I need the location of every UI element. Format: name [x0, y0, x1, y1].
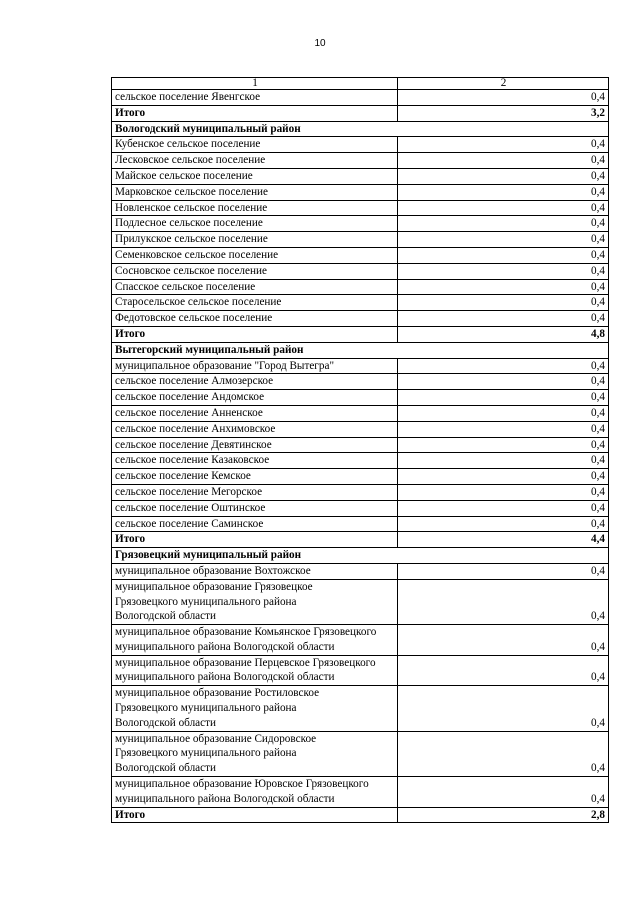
table-row: [112, 374, 609, 390]
table-row: [112, 358, 609, 374]
column-header-1: 1: [112, 78, 398, 90]
table-row: [112, 90, 609, 106]
table-row: [112, 437, 609, 453]
total-row: [112, 532, 609, 548]
settlement-name-line: муниципальное образование Перцевское Грязовецкого: [115, 656, 376, 669]
settlement-name: Подлесное сельское поселение: [112, 216, 398, 232]
settlement-name: сельское поселение Кемское: [112, 469, 398, 485]
row-value: 0,4: [398, 374, 609, 390]
table-row: [112, 295, 609, 311]
row-value: 0,4: [398, 453, 609, 469]
settlement-name-line: муниципальное образование Юровское Грязовецкого: [115, 778, 369, 791]
settlement-name-line: муниципального района Вологодской области: [115, 640, 335, 653]
table-row: [112, 390, 609, 406]
row-value: 0,4: [398, 153, 609, 169]
table-row: [112, 500, 609, 516]
settlement-name: сельское поселение Андомское: [112, 390, 398, 406]
total-value: 3,2: [398, 105, 609, 121]
settlement-name: Прилукское сельское поселение: [112, 232, 398, 248]
section-header-row: [112, 548, 609, 564]
row-value: 0,4: [398, 421, 609, 437]
settlement-name: сельское поселение Анненское: [112, 405, 398, 421]
row-value: 0,4: [398, 484, 609, 500]
table-row: [112, 655, 609, 686]
row-value: 0,4: [398, 516, 609, 532]
row-value: 0,4: [398, 216, 609, 232]
settlement-name-line: Грязовецкого муниципального района: [115, 595, 297, 608]
settlement-name: [112, 625, 398, 656]
column-header-2: 2: [398, 78, 609, 90]
total-row: [112, 326, 609, 342]
row-value: 0,4: [398, 390, 609, 406]
settlement-name: Кубенское сельское поселение: [112, 137, 398, 153]
row-value: 0,4: [398, 579, 609, 624]
table-row: [112, 777, 609, 808]
row-value: 0,4: [398, 777, 609, 808]
table-row: [112, 563, 609, 579]
settlement-name-line: Вологодской области: [115, 762, 216, 775]
table-row: [112, 731, 609, 776]
settlement-name: сельское поселение Оштинское: [112, 500, 398, 516]
settlement-name: сельское поселение Казаковское: [112, 453, 398, 469]
row-value: 0,4: [398, 168, 609, 184]
table-row: [112, 453, 609, 469]
row-value: 0,4: [398, 232, 609, 248]
settlement-name: сельское поселение Мегорское: [112, 484, 398, 500]
row-value: 0,4: [398, 279, 609, 295]
row-value: 0,4: [398, 358, 609, 374]
settlement-name-line: муниципальное образование Комьянское Грязовецкого: [115, 626, 377, 639]
row-value: 0,4: [398, 469, 609, 485]
row-value: 0,4: [398, 200, 609, 216]
settlement-name: Марковское сельское поселение: [112, 184, 398, 200]
table-row: [112, 625, 609, 656]
table-row: [112, 232, 609, 248]
table-row: [112, 200, 609, 216]
settlement-name-line: муниципального района Вологодской области: [115, 671, 335, 684]
row-value: 0,4: [398, 247, 609, 263]
row-value: 0,4: [398, 137, 609, 153]
row-value: 0,4: [398, 563, 609, 579]
settlement-name-line: муниципальное образование Сидоровское: [115, 732, 317, 745]
row-value: 0,4: [398, 263, 609, 279]
settlement-name-line: муниципального района Вологодской области: [115, 792, 335, 805]
total-label: Итого: [112, 807, 398, 823]
table-body: [112, 90, 609, 823]
settlement-name-line: муниципальное образование Грязовецкое: [115, 580, 313, 593]
table-row: [112, 168, 609, 184]
settlement-name: сельское поселение Анхимовское: [112, 421, 398, 437]
total-row: [112, 105, 609, 121]
table-row: [112, 184, 609, 200]
section-title: Грязовецкий муниципальный район: [112, 548, 609, 564]
row-value: 0,4: [398, 311, 609, 327]
settlement-name: Сосновское сельское поселение: [112, 263, 398, 279]
settlement-name: [112, 655, 398, 686]
settlement-name: Новленское сельское поселение: [112, 200, 398, 216]
settlement-name: [112, 777, 398, 808]
settlement-name-line: муниципальное образование Ростиловское: [115, 687, 320, 700]
row-value: 0,4: [398, 655, 609, 686]
table-row: [112, 686, 609, 731]
settlement-name-line: Вологодской области: [115, 716, 216, 729]
total-value: 2,8: [398, 807, 609, 823]
settlement-name-line: Грязовецкого муниципального района: [115, 747, 297, 760]
section-header-row: [112, 342, 609, 358]
settlement-name: Лесковское сельское поселение: [112, 153, 398, 169]
section-title: Вологодский муниципальный район: [112, 121, 609, 137]
table-row: [112, 579, 609, 624]
row-value: 0,4: [398, 500, 609, 516]
settlement-name: муниципальное образование Вохтожское: [112, 563, 398, 579]
allocation-table: [111, 77, 609, 823]
table-row: [112, 484, 609, 500]
settlement-name: муниципальное образование "Город Вытегра": [112, 358, 398, 374]
settlement-name: сельское поселение Девятинское: [112, 437, 398, 453]
row-value: 0,4: [398, 437, 609, 453]
total-value: 4,8: [398, 326, 609, 342]
settlement-name-line: Вологодской области: [115, 610, 216, 623]
row-value: 0,4: [398, 731, 609, 776]
settlement-name: Федотовское сельское поселение: [112, 311, 398, 327]
settlement-name-line: Грязовецкого муниципального района: [115, 702, 297, 715]
table-row: [112, 216, 609, 232]
settlement-name: сельское поселение Саминское: [112, 516, 398, 532]
section-header-row: [112, 121, 609, 137]
table-row: [112, 311, 609, 327]
settlement-name: Спасское сельское поселение: [112, 279, 398, 295]
table-row: [112, 421, 609, 437]
settlement-name: Семенковское сельское поселение: [112, 247, 398, 263]
row-value: 0,4: [398, 184, 609, 200]
settlement-name: Старосельское сельское поселение: [112, 295, 398, 311]
table-row: [112, 279, 609, 295]
table-row: [112, 405, 609, 421]
total-label: Итого: [112, 105, 398, 121]
table-row: [112, 263, 609, 279]
row-value: 0,4: [398, 90, 609, 106]
table-row: [112, 137, 609, 153]
page-number: 10: [314, 38, 326, 49]
settlement-name: [112, 731, 398, 776]
total-label: Итого: [112, 326, 398, 342]
table-row: [112, 516, 609, 532]
settlement-name: сельское поселение Алмозерское: [112, 374, 398, 390]
settlement-name: сельское поселение Явенгское: [112, 90, 398, 106]
settlement-name: Майское сельское поселение: [112, 168, 398, 184]
table-row: [112, 469, 609, 485]
row-value: 0,4: [398, 405, 609, 421]
table-row: [112, 153, 609, 169]
table-row: [112, 247, 609, 263]
row-value: 0,4: [398, 686, 609, 731]
total-label: Итого: [112, 532, 398, 548]
settlement-name: [112, 686, 398, 731]
table-header-row: [112, 78, 609, 90]
row-value: 0,4: [398, 295, 609, 311]
settlement-name: [112, 579, 398, 624]
row-value: 0,4: [398, 625, 609, 656]
total-row: [112, 807, 609, 823]
section-title: Вытегорский муниципальный район: [112, 342, 609, 358]
total-value: 4,4: [398, 532, 609, 548]
